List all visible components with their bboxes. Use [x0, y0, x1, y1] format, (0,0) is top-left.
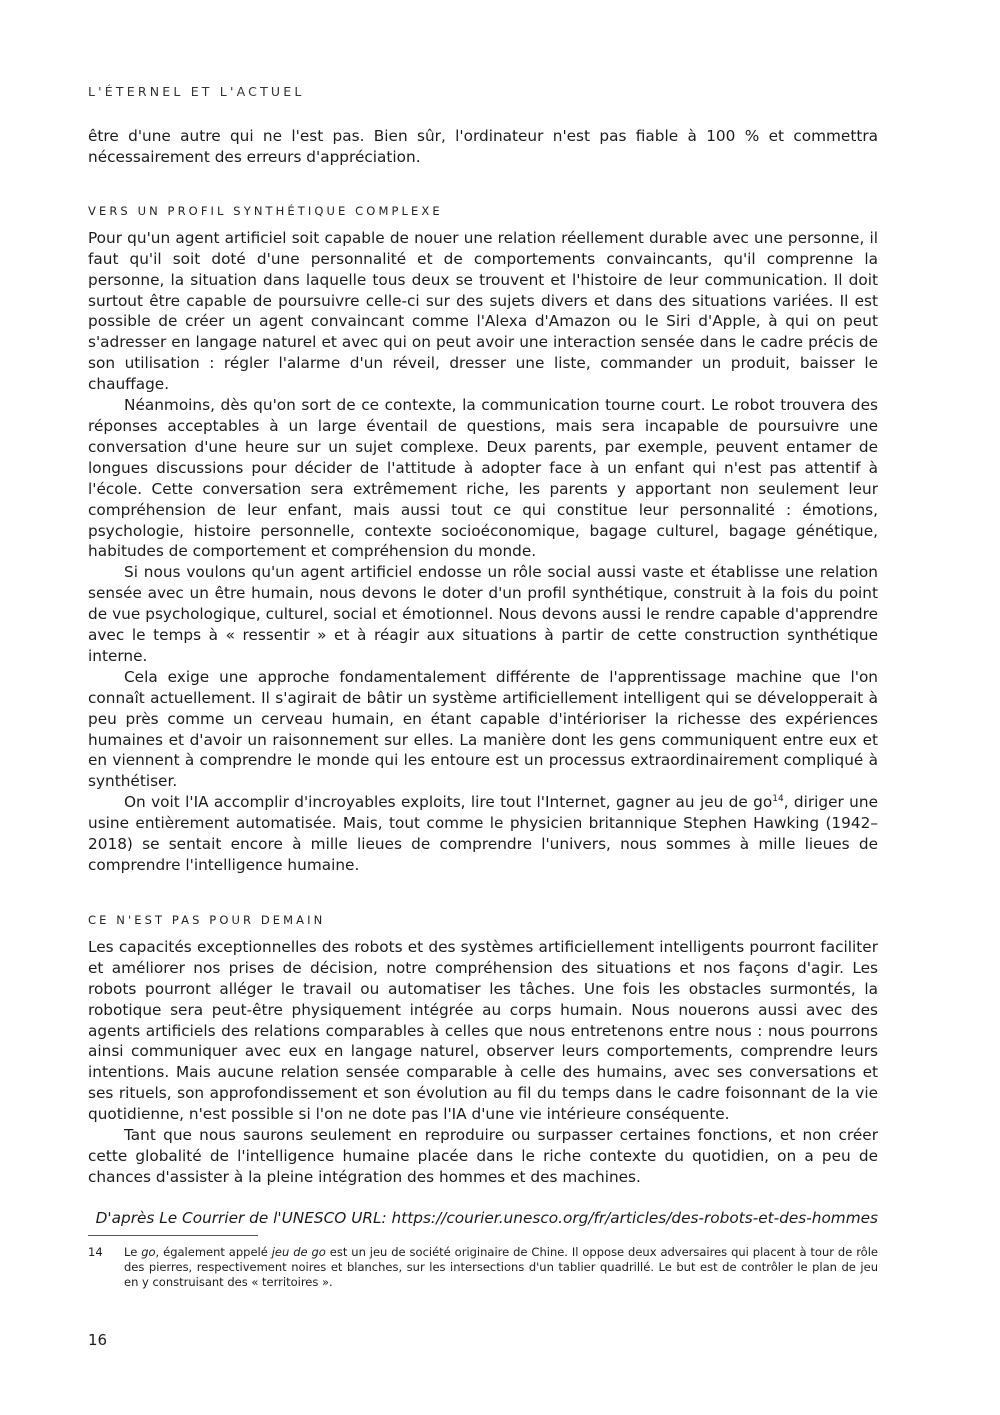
running-header: L'ÉTERNEL ET L'ACTUEL [88, 84, 305, 99]
footnote-divider [88, 1235, 258, 1236]
footnote-term: jeu de go [271, 1244, 326, 1259]
paragraph: Tant que nous saurons seulement en reproduire ou surpasser certaines fonctions, et non créer cette globalité de l'intelligence humaine placée dans le riche contexte du quotidien, on a peu de chances d'assister à la pleine intégration des hommes et des machines. [88, 1126, 878, 1186]
footnote-text-part: , également appelé [155, 1244, 272, 1259]
footnote-reference[interactable]: 14 [772, 794, 784, 805]
paragraph-with-note [88, 792, 878, 876]
page-number: 16 [88, 1331, 108, 1349]
section-heading-profil: VERS UN PROFIL SYNTHÉTIQUE COMPLEXE [88, 203, 443, 218]
footnote-text-part: Le [124, 1244, 142, 1259]
footnote-number: 14 [88, 1244, 103, 1259]
footnote-term: go [141, 1244, 156, 1259]
paragraph: Les capacités exceptionnelles des robots et des systèmes artificiellement intelligents pourront faciliter et améliorer nos prises de décision, notre compréhension des situations et nos façons d'agir. Les robots pourront alléger le travail ou automatiser les tâches. Une fois les obstacles surmontés, la robotique sera peut-être physiquement intégrée au corps humain. Nous nouerons aussi avec des agents artificiels des relations comparables à celles que nous entretenons entre nous : nous pourrons ainsi communiquer avec eux en langage naturel, observer leurs comportements, comprendre leurs intentions. Mais aucune relation sensée comparable à celle des humains, avec ses conversations et ses rituels, son approfondissement et son évolution au fil du temps dans le cadre foisonnant de la vie quotidienne, n'est possible si l'on ne dote pas l'IA d'une vie intérieure conséquente. [88, 937, 878, 1124]
intro-paragraph: être d'une autre qui ne l'est pas. Bien sûr, l'ordinateur n'est pas fiable à 100 % et commettra nécessairement des erreurs d'appréciation. [88, 127, 878, 166]
section-heading-demain: CE N'EST PAS POUR DEMAIN [88, 912, 326, 927]
footnote [88, 1245, 878, 1291]
paragraph: Cela exige une approche fondamentalement différente de l'apprentissage machine que l'on connaît actuellement. Il s'agirait de bâtir un système artificiellement intelligent qui se développerait à peu près comme un cerveau humain, en étant capable d'intérioriser la richesse des expériences humaines et d'avoir un raisonnement sur elles. La manière dont les gens communiquent entre eux et en viennent à comprendre le monde qui les entoure est un processus extraordinairement compliqué à synthétiser. [88, 667, 878, 791]
paragraph: Néanmoins, dès qu'on sort de ce contexte, la communication tourne court. Le robot trouvera des réponses acceptables à un large éventail de questions, mais sera incapable de poursuivre une conversation d'une heure sur un sujet complexe. Deux parents, par exemple, peuvent entamer de longues discussions pour décider de l'attitude à adopter face à un enfant qui n'est pas attentif à l'école. Cette conversation sera extrêmement riche, les parents y apportant non seulement leur compréhension de leur enfant, mais aussi tout ce qui constitue leur personnalité : émotions, psychologie, histoire personnelle, contexte socioéconomique, bagage culturel, bagage génétique, habitudes de comportement et compréhension du monde. [88, 396, 878, 561]
paragraph-text: On voit l'IA accomplir d'incroyables exploits, lire tout l'Internet, gagner au jeu de go [124, 793, 773, 812]
article-body [88, 126, 878, 1291]
source-attribution: D'après Le Courrier de l'UNESCO URL: https://courier.unesco.org/fr/articles/des-robots-et-des-hommes [95, 1208, 878, 1227]
paragraph-text: , diriger une usine entièrement automatisée. Mais, tout comme le physicien britannique Stephen Hawking (1942–2018) se sentait encore à mille lieues de comprendre l'univers, nous sommes à mille lieues de comprendre l'intelligence humaine. [88, 793, 878, 874]
paragraph: Si nous voulons qu'un agent artificiel endosse un rôle social aussi vaste et établisse une relation sensée avec un être humain, nous devons le doter d'un profil synthétique, construit à la fois du point de vue psychologique, culturel, social et émotionnel. Nous devons aussi le rendre capable d'apprendre avec le temps à « ressentir » et à réagir aux situations à partir de cette construction synthétique interne. [88, 563, 878, 665]
footnote-text [124, 1245, 878, 1291]
footnote-text-part: est un jeu de société originaire de Chine. Il oppose deux adversaires qui placent à tour de rôle des pierres, respectivement noires et blanches, sur les intersections d'un tablier quadrillé. Le but est de contrôler le plan de jeu en y construisant des « territoires ». [124, 1244, 878, 1290]
paragraph: Pour qu'un agent artificiel soit capable de nouer une relation réellement durable avec une personne, il faut qu'il soit doté d'une personnalité et de comportements convaincants, qu'il comprenne la personne, la situation dans laquelle tous deux se trouvent et l'histoire de leur communication. Il doit surtout être capable de poursuivre celle-ci sur des sujets divers et dans des situations variées. Il est possible de créer un agent convaincant comme l'Alexa d'Amazon ou le Siri d'Apple, à qui on peut s'adresser en langage naturel et avec qui on peut avoir une interaction sensée dans le cadre précis de son utilisation : régler l'alarme d'un réveil, dresser une liste, commander un produit, baisser le chauffage. [88, 228, 878, 394]
